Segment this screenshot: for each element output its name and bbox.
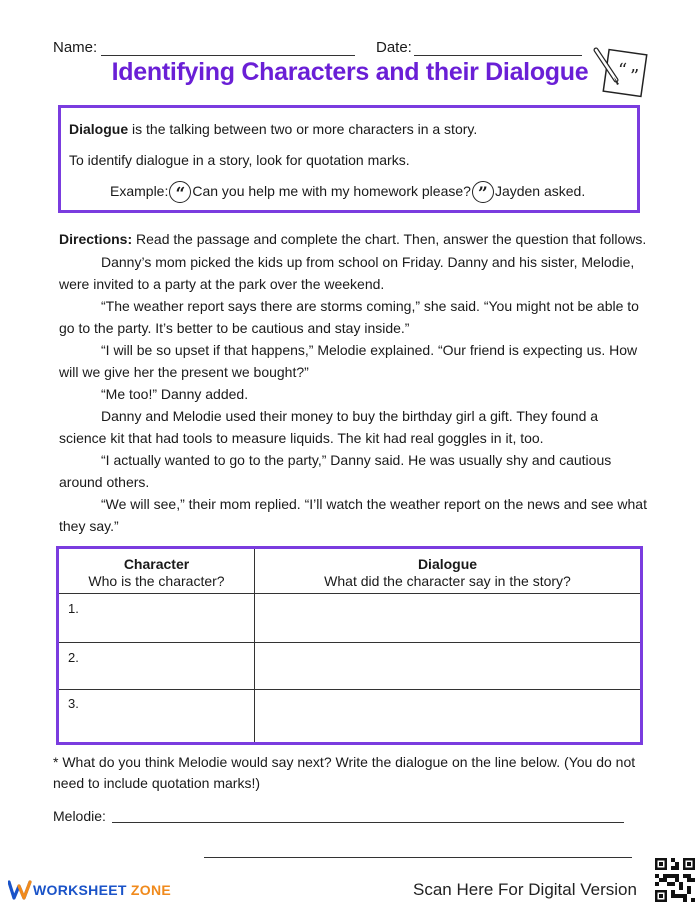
brand-part1: WORKSHEET: [33, 882, 127, 898]
page-title: Identifying Characters and their Dialogue: [111, 58, 589, 86]
dialogue-column-header: [255, 556, 640, 590]
character-cell[interactable]: [84, 691, 252, 743]
definition-box: [58, 105, 640, 213]
passage-paragraph: “I actually wanted to go to the party,” Danny said. He was usually shy and cautious around others.: [59, 452, 612, 490]
name-line[interactable]: [101, 55, 355, 56]
character-dialogue-chart: [56, 546, 643, 745]
passage-paragraph: “Me too!” Danny added.: [101, 386, 249, 402]
brand-part2: ZONE: [130, 882, 171, 898]
follow-up-question: * What do you think Melodie would say next? Write the dialogue on the line below. (You do not need to include quotation marks!): [53, 754, 636, 791]
directions: [59, 231, 646, 247]
example-attribution: Jayden asked.: [494, 183, 586, 199]
name-label: Name:: [53, 39, 98, 56]
dialogue-cell[interactable]: [257, 595, 638, 641]
directions-text: Read the passage and complete the chart. Then, answer the question that follows.: [132, 231, 647, 247]
svg-text:“: “: [618, 60, 628, 81]
pencil-quote-icon: [592, 46, 650, 100]
passage-paragraph: Danny’s mom picked the kids up from school on Friday. Danny and his sister, Melodie, were invited to a party at the park over the weekend.: [59, 254, 635, 292]
open-quote-icon: “: [169, 181, 191, 203]
row-divider: [59, 593, 640, 594]
dialogue-header-sub: What did the character say in the story?: [324, 573, 571, 589]
row-divider: [59, 689, 640, 690]
row-number: 2.: [68, 650, 79, 665]
answer-line[interactable]: [204, 857, 632, 858]
dialogue-cell[interactable]: [257, 691, 638, 743]
date-line[interactable]: [414, 55, 582, 56]
passage-paragraph: “We will see,” their mom replied. “I’ll watch the weather report on the news and see what they say.”: [59, 496, 647, 534]
row-number: 3.: [68, 696, 79, 711]
passage-paragraph: “The weather report says there are storms coming,” she said. “You might not be able to go to the party. It’s better to be cautious and stay inside.”: [59, 298, 639, 336]
definition-text: is the talking between two or more characters in a story.: [128, 121, 478, 137]
dialogue-header-title: Dialogue: [417, 556, 478, 572]
qr-code-icon[interactable]: [655, 858, 695, 902]
passage-paragraph: Danny and Melodie used their money to buy the birthday girl a gift. They found a science kit that had tools to measure liquids. The kit had real goggles in it, too.: [59, 408, 599, 446]
melodie-label: Melodie:: [53, 808, 106, 824]
worksheet-zone-logo-icon: [8, 880, 32, 900]
scan-text: Scan Here For Digital Version: [413, 880, 637, 899]
character-header-sub: Who is the character?: [88, 573, 225, 589]
character-cell[interactable]: [84, 595, 252, 641]
row-number: 1.: [68, 601, 79, 616]
character-column-header: [59, 556, 254, 590]
row-divider: [59, 642, 640, 643]
passage-paragraph: “I will be so upset if that happens,” Melodie explained. “Our friend is expecting us. How will we give her the present we bought?”: [59, 342, 638, 380]
answer-line[interactable]: [112, 822, 624, 823]
brand-name: [33, 882, 171, 898]
dialogue-term: Dialogue: [69, 121, 129, 137]
character-cell[interactable]: [84, 644, 252, 688]
example-quote: Can you help me with my homework please?: [192, 183, 471, 199]
dialogue-cell[interactable]: [257, 644, 638, 688]
date-label: Date:: [376, 39, 412, 56]
svg-text:”: ”: [630, 66, 640, 87]
close-quote-icon: ”: [472, 181, 494, 203]
directions-label: Directions:: [59, 231, 133, 247]
identify-line: To identify dialogue in a story, look for quotation marks.: [69, 152, 410, 168]
definition-line: [69, 121, 477, 137]
character-header-title: Character: [123, 556, 190, 572]
example-line: [110, 181, 585, 203]
example-label: Example:: [110, 183, 169, 199]
